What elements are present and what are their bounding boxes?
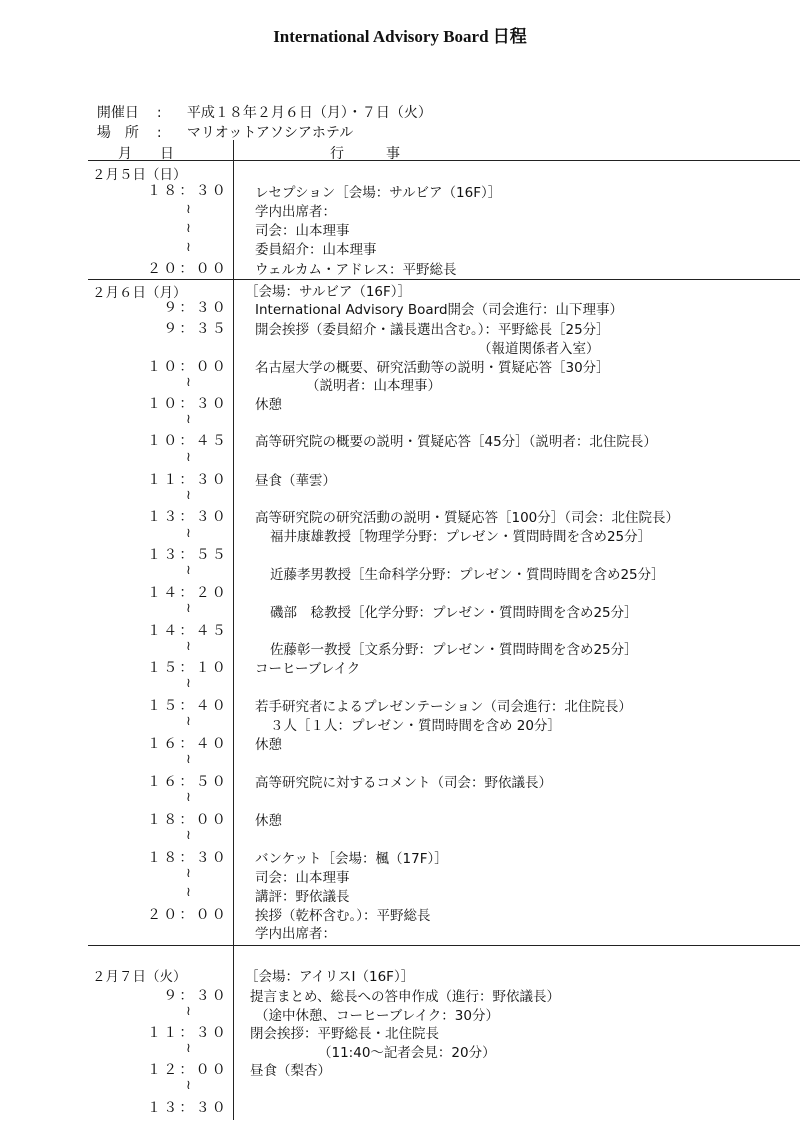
time-label: ９：３０ (163, 988, 228, 1004)
tilde-mark: ≀ (186, 1041, 191, 1056)
tilde-mark: ≀ (186, 202, 191, 217)
time-label: ９：３０ (163, 300, 228, 316)
meta-colon: : (156, 105, 162, 121)
meta-date-value: 平成１８年２月６日（月）・７日（火） (186, 105, 432, 121)
header-date-column: 月 日 (118, 146, 174, 162)
table-header-rule (88, 160, 800, 161)
event-text: 学内出席者： (255, 926, 336, 942)
event-text: （途中休憩、コーヒーブレイク：30分） (255, 1008, 499, 1024)
event-text: 挨拶（乾杯含む。）：平野総長 (255, 908, 431, 924)
time-label: １８：３０ (147, 183, 228, 199)
event-text: 近藤孝男教授［生命科学分野：プレゼン・質問時間を含め25分］ (270, 567, 665, 583)
event-text: International Advisory Board開会（司会進行：山下理事） (255, 302, 624, 318)
event-text: （報道関係者入室） (478, 341, 600, 357)
tilde-mark: ≀ (186, 488, 191, 503)
tilde-mark: ≀ (186, 885, 191, 900)
time-label: １０：４５ (147, 433, 228, 449)
day-label: ２月５日（日） (92, 167, 187, 183)
event-text: 高等研究院の研究活動の説明・質疑応答［100分］（司会：北住院長） (255, 510, 680, 526)
tilde-mark: ≀ (186, 1078, 191, 1093)
event-text: 高等研究院の概要の説明・質疑応答［45分］（説明者：北住院長） (255, 434, 657, 450)
time-label: １５：４０ (147, 698, 228, 714)
time-label: １３：３０ (147, 1100, 228, 1116)
time-label: １３：３０ (147, 509, 228, 525)
event-text: 名古屋大学の概要、研究活動等の説明・質疑応答［30分］ (255, 360, 610, 376)
time-label: １８：００ (147, 812, 228, 828)
event-text: 佐藤彰一教授［文系分野：プレゼン・質問時間を含め25分］ (270, 642, 638, 658)
event-text: ［会場：サルビア（16F）］ (245, 284, 412, 300)
tilde-mark: ≀ (186, 866, 191, 881)
meta-colon: : (156, 125, 162, 141)
tilde-mark: ≀ (186, 450, 191, 465)
event-text: 委員紹介：山本理事 (255, 242, 377, 258)
time-label: １１：３０ (147, 1025, 228, 1041)
tilde-mark: ≀ (186, 221, 191, 236)
tilde-mark: ≀ (186, 240, 191, 255)
event-text: 学内出席者： (255, 204, 336, 220)
meta-place-value: マリオットアソシアホテル (186, 125, 354, 141)
event-text: バンケット［会場：楓（17F）］ (255, 851, 448, 867)
time-label: １６：４０ (147, 736, 228, 752)
event-text: 高等研究院に対するコメント（司会：野依議長） (255, 775, 552, 791)
time-label: １２：００ (147, 1062, 228, 1078)
header-event-column: 行 事 (330, 146, 400, 162)
time-label: １４：２０ (147, 585, 228, 601)
meta-date-label: 開催日 (96, 105, 139, 121)
event-text: 司会：山本理事 (255, 870, 350, 886)
time-label: ９：３５ (163, 321, 228, 337)
time-label: １０：３０ (147, 396, 228, 412)
event-text: 司会：山本理事 (255, 223, 350, 239)
tilde-mark: ≀ (186, 639, 191, 654)
event-text: 昼食（華雲） (255, 473, 336, 489)
tilde-mark: ≀ (186, 601, 191, 616)
time-label: １１：３０ (147, 472, 228, 488)
tilde-mark: ≀ (186, 563, 191, 578)
day-divider (88, 279, 800, 280)
event-text: 休憩 (255, 813, 282, 829)
event-text: （11:40～記者会見：20分） (318, 1045, 496, 1061)
tilde-mark: ≀ (186, 526, 191, 541)
event-text: 福井康雄教授［物理学分野：プレゼン・質問時間を含め25分］ (270, 529, 652, 545)
day-label: ２月７日（火） (92, 969, 187, 985)
event-text: ３人［１人：プレゼン・質問時間を含め 20分］ (270, 718, 561, 734)
event-text: 休憩 (255, 397, 282, 413)
tilde-mark: ≀ (186, 790, 191, 805)
tilde-mark: ≀ (186, 714, 191, 729)
event-text: コーヒーブレイク (255, 661, 361, 677)
event-text: 休憩 (255, 737, 282, 753)
event-text: ［会場：アイリスⅠ（16F）］ (245, 969, 415, 985)
time-label: １５：１０ (147, 660, 228, 676)
day-label: ２月６日（月） (92, 285, 187, 301)
meta-place-label: 場 所 (96, 125, 139, 141)
event-text: 閉会挨拶：平野総長・北住院長 (250, 1026, 439, 1042)
time-label: １４：４５ (147, 623, 228, 639)
tilde-mark: ≀ (186, 676, 191, 691)
time-label: １０：００ (147, 359, 228, 375)
tilde-mark: ≀ (186, 375, 191, 390)
event-text: ウェルカム・アドレス：平野総長 (255, 262, 457, 278)
document-title: International Advisory Board 日程 (273, 27, 527, 46)
event-text: 講評：野依議長 (255, 889, 350, 905)
event-text: 開会挨拶（委員紹介・議長選出含む。）：平野総長［25分］ (255, 322, 610, 338)
event-text: 提言まとめ、総長への答申作成（進行：野依議長） (250, 989, 560, 1005)
event-text: 若手研究者によるプレゼンテーション（司会進行：北住院長） (255, 699, 632, 715)
event-text: レセプション［会場：サルビア（16F）］ (255, 185, 502, 201)
meta-place-row (88, 106, 353, 142)
time-label: １８：３０ (147, 850, 228, 866)
event-text: 磯部 稔教授［化学分野：プレゼン・質問時間を含め25分］ (270, 605, 638, 621)
event-text: 昼食（梨杏） (250, 1063, 331, 1079)
column-divider (233, 140, 234, 1120)
tilde-mark: ≀ (186, 1004, 191, 1019)
time-label: ２０：００ (147, 907, 228, 923)
tilde-mark: ≀ (186, 828, 191, 843)
time-label: １６：５０ (147, 774, 228, 790)
tilde-mark: ≀ (186, 752, 191, 767)
time-label: １３：５５ (147, 547, 228, 563)
day-divider (88, 945, 800, 946)
event-text: （説明者：山本理事） (306, 378, 441, 394)
time-label: ２０：００ (147, 261, 228, 277)
tilde-mark: ≀ (186, 412, 191, 427)
